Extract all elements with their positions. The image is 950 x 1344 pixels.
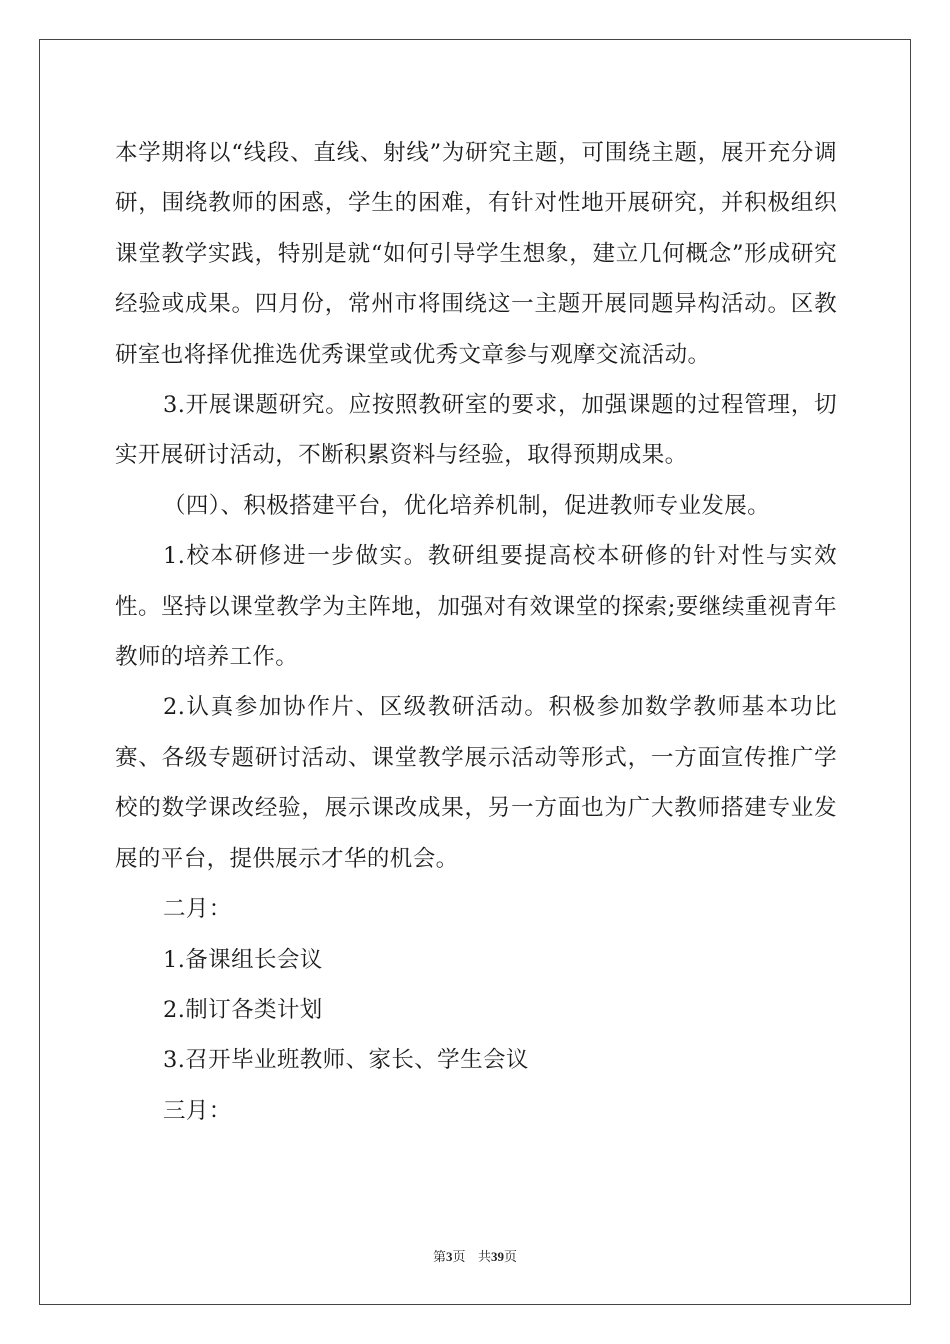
list-item: 3.召开毕业班教师、家长、学生会议 [163, 1047, 529, 1074]
current-page-number: 3 [446, 1249, 453, 1264]
footer-total-unit: 页 [503, 1250, 517, 1265]
paragraph: 1.校本研修进一步做实。教研组要提高校本研修的针对性与实效性。坚持以课堂教学为主阵地，加强对有效课堂的探索;要继续重视青年教师的培养工作。 [115, 543, 837, 671]
paragraph: 本学期将以“线段、直线、射线”为研究主题，可围绕主题，展开充分调研，围绕教师的困惑，学生的困难，有针对性地开展研究，并积极组织课堂教学实践，特别是就“如何引导学生想象，建立几何概念”形成研究经验或成果。四月份，常州市将围绕这一主题开展同题异构活动。区教研室也将择优推选优秀课堂或优秀文章参与观摩交流活动。 [115, 140, 837, 368]
list-item: 1.备课组长会议 [163, 946, 323, 973]
footer-prefix: 第 [433, 1250, 447, 1265]
footer-total-prefix: 共 [477, 1250, 491, 1265]
month-heading: 二月： [163, 896, 232, 923]
list-item: 2.制订各类计划 [163, 996, 323, 1023]
total-pages-number: 39 [490, 1249, 504, 1264]
document-body [115, 128, 837, 1136]
section-heading: （四）、积极搭建平台，优化培养机制，促进教师专业发展。 [163, 492, 771, 519]
paragraph: 2.认真参加协作片、区级教研活动。积极参加数学教师基本功比赛、各级专题研讨活动、课堂教学展示活动等形式，一方面宣传推广学校的数学课改经验，展示课改成果，另一方面也为广大教师搭建专业发展的平台，提供展示才华的机会。 [115, 694, 837, 872]
paragraph: 3.开展课题研究。应按照教研室的要求，加强课题的过程管理，切实开展研讨活动，不断积累资料与经验，取得预期成果。 [115, 392, 837, 469]
footer-page-unit: 页 [452, 1250, 466, 1265]
month-heading: 三月： [163, 1097, 232, 1124]
page-footer [0, 1246, 950, 1265]
